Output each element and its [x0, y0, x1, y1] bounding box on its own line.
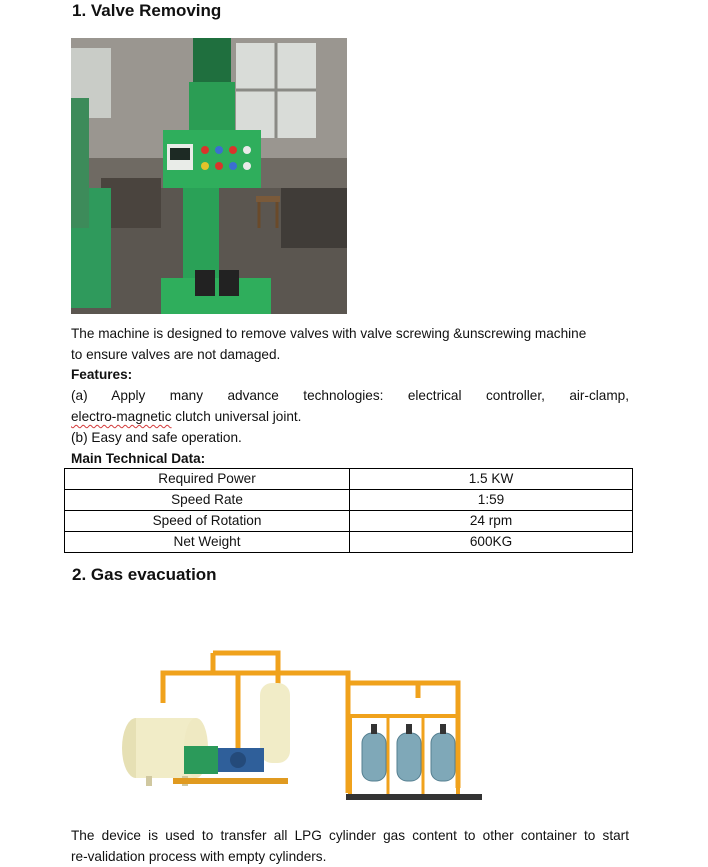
- table-row: [65, 490, 633, 511]
- gas-evacuation-photo: [118, 628, 488, 804]
- feature-a-line-1: (a) Apply many advance technologies: electrical controller, air-clamp,: [71, 388, 629, 403]
- section-heading-valve-removing: 1. Valve Removing: [72, 1, 222, 20]
- table-cell-value: 600KG: [350, 532, 633, 553]
- technical-data-table: [64, 468, 633, 553]
- table-row: [65, 532, 633, 553]
- table-row: [65, 511, 633, 532]
- feature-b: (b) Easy and safe operation.: [71, 430, 242, 445]
- table-cell-label: Net Weight: [65, 532, 350, 553]
- valve-description-line-1: The machine is designed to remove valves with valve screwing &unscrewing machine: [71, 326, 587, 341]
- table-row: [65, 469, 633, 490]
- table-cell-value: 1:59: [350, 490, 633, 511]
- technical-data-title: Main Technical Data:: [71, 451, 206, 466]
- table-cell-value: 1.5 KW: [350, 469, 633, 490]
- spellcheck-underlined-word: electro-magnetic: [71, 409, 172, 424]
- table-cell-label: Speed of Rotation: [65, 511, 350, 532]
- feature-a-line-2-rest: clutch universal joint.: [171, 409, 302, 424]
- table-cell-value: 24 rpm: [350, 511, 633, 532]
- feature-a-line-2: [71, 406, 629, 427]
- valve-machine-photo: [71, 38, 347, 314]
- valve-description-line-2: to ensure valves are not damaged.: [71, 347, 281, 362]
- table-cell-label: Speed Rate: [65, 490, 350, 511]
- gas-description-line-2: re-validation process with empty cylinders.: [71, 849, 327, 864]
- gas-description-line-1: The device is used to transfer all LPG cylinder gas content to other container to start: [71, 828, 629, 843]
- features-title: Features:: [71, 367, 133, 382]
- table-cell-label: Required Power: [65, 469, 350, 490]
- section-heading-gas-evacuation: 2. Gas evacuation: [72, 565, 217, 584]
